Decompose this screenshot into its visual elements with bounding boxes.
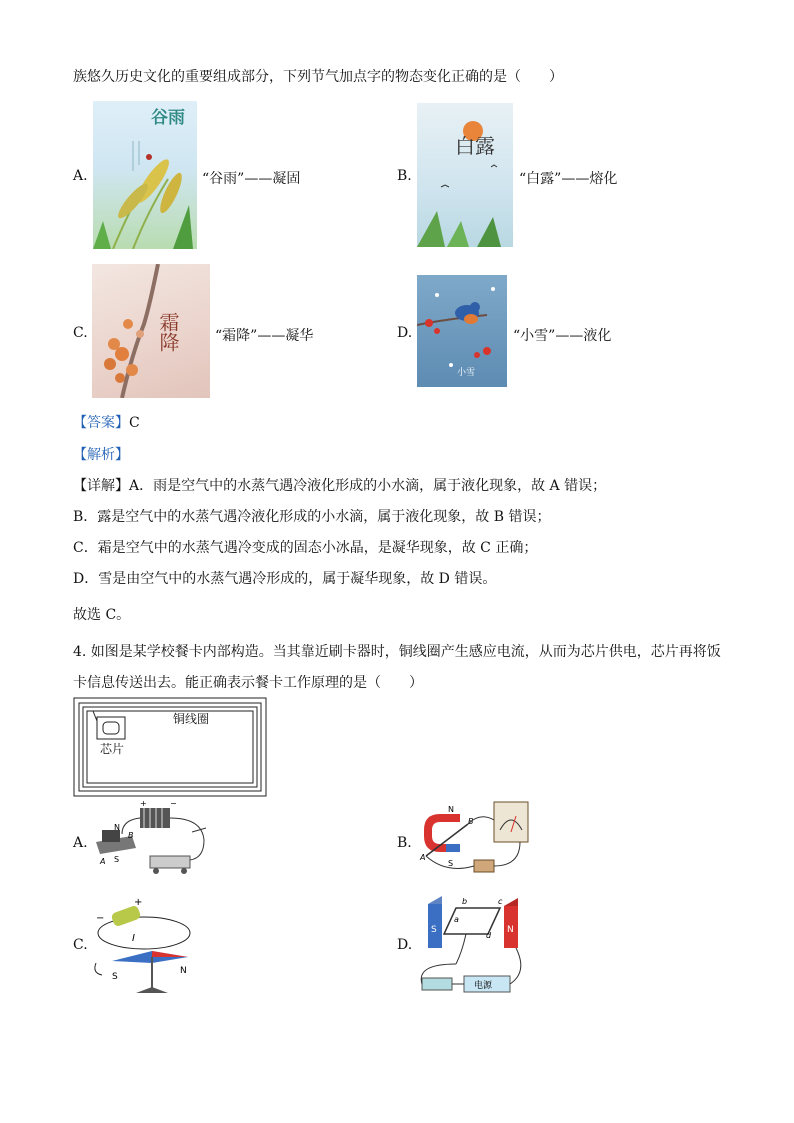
b-rod-a-label: A: [420, 853, 426, 862]
answer-value: C: [129, 415, 140, 431]
c-needle-n-label: N: [180, 966, 187, 976]
magnet-n-label: N: [114, 823, 120, 832]
shuangjiang-poster-title: 霜降: [156, 312, 180, 352]
detail-tag: 【详解】: [73, 478, 129, 494]
option-a-letter: A.: [73, 168, 88, 184]
xiaoxue-poster-title: 小雪: [457, 368, 476, 378]
answer-line: [73, 412, 140, 432]
answer-tag: 【答案】: [73, 415, 129, 431]
d-coil-c-label: c: [498, 897, 503, 906]
battery-minus-label: −: [170, 800, 177, 808]
q4-option-b-letter: B.: [397, 835, 412, 851]
question3-stem-tail: 族悠久历史文化的重要组成部分，下列节气加点字的物态变化正确的是（ ）: [73, 69, 563, 85]
rod-b-label: B: [128, 831, 134, 840]
rod-a-label: A: [100, 857, 106, 866]
c-plus-label: +: [134, 897, 143, 908]
d-magnet-s-label: S: [431, 925, 437, 935]
c-current-label: I: [132, 933, 135, 944]
q4-option-d-diagram: [416, 892, 532, 996]
option-c-caption: “霜降”——凝华: [215, 328, 314, 344]
detail-line-c: C．霜是空气中的水蒸气遇冷变成的固态小冰晶，是凝华现象，故 C 正确；: [73, 540, 538, 556]
detail-line-a: [73, 475, 606, 495]
card-structure-diagram: [73, 697, 267, 797]
magnet-s-label: S: [114, 855, 120, 864]
d-coil-d-label: d: [486, 931, 492, 940]
q4-option-c-letter: C.: [73, 937, 88, 953]
d-power-label: 电源: [474, 981, 493, 991]
q4-option-a-letter: A.: [73, 835, 88, 851]
guyu-poster-image: [93, 101, 197, 249]
q4-option-b-diagram: [416, 800, 534, 878]
option-c-letter: C.: [73, 325, 88, 341]
chip-label: 芯片: [100, 742, 125, 756]
analysis-tag: 【解析】: [73, 447, 129, 463]
d-coil-a-label: a: [454, 915, 459, 924]
bailu-poster-image: [417, 103, 513, 247]
battery-plus-label: +: [140, 800, 147, 808]
conclusion-line: 故选 C。: [73, 607, 131, 623]
option-b-caption: “白露”——熔化: [519, 171, 618, 187]
guyu-poster-title: 谷雨: [151, 108, 185, 128]
b-rod-b-label: B: [468, 817, 474, 826]
q4-option-d-letter: D.: [397, 937, 413, 953]
coil-label: 铜线圈: [173, 712, 210, 726]
shuangjiang-poster-image: [92, 264, 210, 398]
q4-option-c-diagram: [92, 895, 202, 995]
d-coil-b-label: b: [462, 897, 468, 906]
option-b-letter: B.: [397, 168, 412, 184]
option-d-caption: “小雪”——液化: [513, 328, 612, 344]
b-magnet-s-label: S: [448, 859, 454, 868]
c-minus-label: −: [96, 913, 105, 924]
b-magnet-n-label: N: [448, 805, 454, 814]
question4-stem-line2: 卡信息传送出去。能正确表示餐卡工作原理的是（ ）: [73, 675, 423, 691]
q4-option-a-diagram: [92, 800, 212, 878]
detail-line-d: D．雪是由空气中的水蒸气遇冷形成的，属于凝华现象，故 D 错误。: [73, 571, 497, 587]
detail-line-b: B．露是空气中的水蒸气遇冷液化形成的小水滴，属于液化现象，故 B 错误；: [73, 509, 551, 525]
d-magnet-n-label: N: [507, 925, 514, 935]
detail-text-a: A．雨是空气中的水蒸气遇冷液化形成的小水滴，属于液化现象，故 A 错误；: [129, 478, 607, 494]
xiaoxue-poster-image: [417, 275, 507, 387]
bailu-poster-title: 白露: [455, 134, 495, 158]
option-a-caption: “谷雨”——凝固: [202, 171, 301, 187]
c-needle-s-label: S: [112, 972, 118, 982]
question4-stem-line1: 4. 如图是某学校餐卡内部构造。当其靠近刷卡器时，铜线圈产生感应电流，从而为芯片供电，芯片再将饭: [73, 644, 721, 660]
option-d-letter: D.: [397, 325, 413, 341]
